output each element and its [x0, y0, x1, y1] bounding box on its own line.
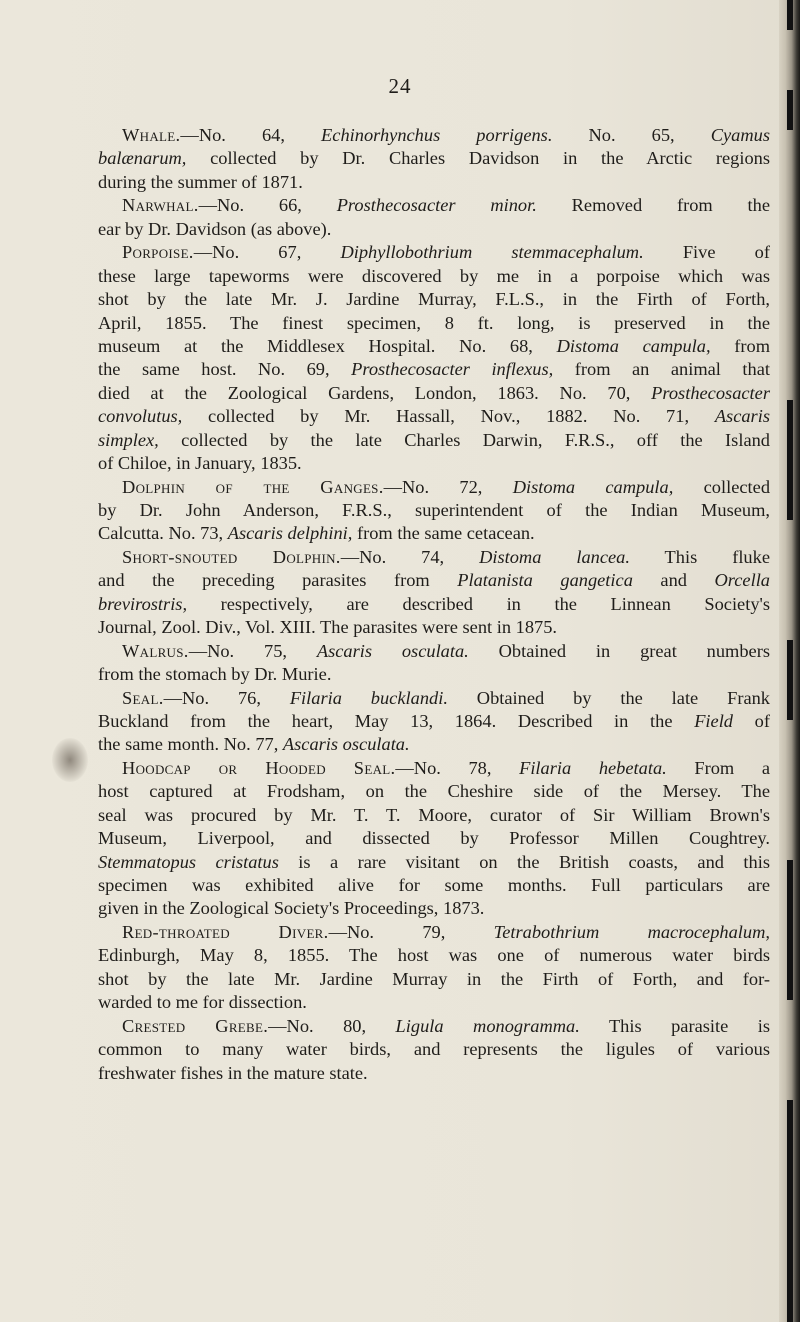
- species-name: Filaria bucklandi.: [289, 687, 448, 708]
- species-name: Distoma campula,: [556, 335, 711, 356]
- text-line: [98, 874, 770, 897]
- text-line: [98, 241, 770, 264]
- text-span: Edinburgh, May 8, 1855. The host was one of numerous water birds: [98, 945, 770, 966]
- text-span: from the stomach by Dr. Murie.: [98, 664, 332, 685]
- text-line: [98, 194, 770, 217]
- text-line: [98, 335, 770, 358]
- species-name: Ligula monogramma.: [395, 1015, 580, 1036]
- text-line: [98, 569, 770, 592]
- scan-edge-mark: [787, 1100, 793, 1322]
- species-name: Prosthecosacter: [651, 382, 770, 403]
- text-span: Obtained in great numbers: [468, 640, 771, 661]
- text-span: seal was procured by Mr. T. T. Moore, curator of Sir William Brown's: [98, 804, 770, 825]
- text-span: freshwater fishes in the mature state.: [98, 1062, 368, 1083]
- text-span: Museum, Liverpool, and dissected by Professor Millen Coughtrey.: [98, 828, 770, 849]
- text-span: respectively, are described in the Linnean Society's: [187, 593, 770, 614]
- text-line: [98, 640, 770, 663]
- text-span: ear by Dr. Davidson (as above).: [98, 218, 332, 239]
- entry-heading: Hoodcap or Hooded Seal.: [122, 757, 396, 778]
- scan-edge-mark: [787, 860, 793, 1000]
- text-line: [98, 358, 770, 381]
- text-line: [98, 288, 770, 311]
- entry-heading: Whale.: [122, 125, 181, 145]
- text-span: museum at the Middlesex Hospital. No. 68,: [98, 335, 557, 356]
- species-name: convolutus,: [98, 406, 183, 427]
- scan-edge-mark: [787, 640, 793, 720]
- text-line: [98, 429, 770, 452]
- species-name: Ascaris: [714, 406, 770, 427]
- species-name: Distoma lancea.: [479, 546, 630, 567]
- paper-stain: [52, 738, 88, 782]
- species-name: Prosthecosacter minor.: [336, 195, 537, 216]
- scan-edge-mark: [787, 400, 793, 520]
- text-span: died at the Zoological Gardens, London, 1863. No. 70,: [98, 382, 652, 403]
- text-line: [98, 452, 770, 475]
- text-span: of: [733, 710, 770, 731]
- species-name: Echinorhynchus porrigens.: [321, 125, 553, 145]
- text-span: during the summer of 1871.: [98, 171, 303, 192]
- text-line: [98, 827, 770, 850]
- text-span: given in the Zoological Society's Proceedings, 1873.: [98, 898, 485, 919]
- text-span: Obtained by the late Frank: [447, 687, 770, 708]
- text-span: warded to me for dissection.: [98, 992, 307, 1013]
- text-line: [98, 147, 770, 170]
- species-name: Cyamus: [710, 125, 771, 145]
- text-span: Journal, Zool. Div., Vol. XIII. The parasites were sent in 1875.: [98, 617, 558, 638]
- text-span: collected: [673, 476, 771, 497]
- text-span: April, 1855. The finest specimen, 8 ft. long, is preserved in the: [98, 312, 770, 333]
- species-name: balænarum,: [98, 148, 187, 169]
- text-span: —No. 72,: [383, 476, 513, 497]
- species-name: Platanista gangetica: [457, 570, 633, 591]
- text-span: —No. 67,: [193, 242, 341, 263]
- text-span: shot by the late Mr. Jardine Murray in the Firth of Forth, and for-: [98, 968, 770, 989]
- text-line: [98, 851, 770, 874]
- text-line: [98, 780, 770, 803]
- text-line: [98, 921, 770, 944]
- text-span: collected by Mr. Hassall, Nov., 1882. No. 71,: [182, 406, 715, 427]
- text-line: [98, 804, 770, 827]
- text-line: [98, 593, 770, 616]
- species-name: Stemmatopus cristatus: [98, 851, 279, 872]
- text-span: from the same cetacean.: [352, 523, 535, 544]
- text-span: Removed from the: [536, 195, 770, 216]
- text-span: the same month. No. 77,: [98, 734, 283, 755]
- text-span: —No. 80,: [268, 1015, 396, 1036]
- entry-heading: Red-throated Diver.: [122, 921, 329, 942]
- text-span: from an animal that: [553, 359, 770, 380]
- entry-heading: Seal.: [122, 687, 164, 708]
- entry-heading: Short-snouted Dolphin.: [122, 546, 341, 567]
- text-span: This parasite is: [579, 1015, 771, 1036]
- text-span: collected by Dr. Charles Davidson in the Arctic regions: [186, 148, 770, 169]
- text-line: [98, 382, 770, 405]
- text-line: [98, 944, 770, 967]
- text-line: [98, 710, 770, 733]
- text-span: —No. 75,: [188, 640, 317, 661]
- text-span: these large tapeworms were discovered by me in a porpoise which was: [98, 265, 770, 286]
- text-span: —No. 74,: [340, 546, 480, 567]
- text-line: [98, 757, 770, 780]
- entry-heading: Narwhal.: [122, 195, 199, 216]
- text-span: shot by the late Mr. J. Jardine Murray, F.L.S., in the Firth of Forth,: [98, 289, 770, 310]
- text-span: host captured at Frodsham, on the Cheshire side of the Mersey. The: [98, 781, 770, 802]
- body-text: [98, 124, 770, 1085]
- text-line: [98, 968, 770, 991]
- page-number: 24: [388, 74, 412, 98]
- text-span: —No. 66,: [198, 195, 337, 216]
- text-line: [98, 1038, 770, 1061]
- text-span: and the preceding parasites from: [98, 570, 458, 591]
- species-name: Tetrabothrium macrocephalum,: [493, 921, 770, 942]
- text-line: [98, 687, 770, 710]
- text-span: common to many water birds, and represents the ligules of various: [98, 1039, 770, 1060]
- text-line: [98, 1062, 770, 1085]
- text-line: [98, 499, 770, 522]
- text-line: [98, 546, 770, 569]
- entry-heading: Crested Grebe.: [122, 1015, 269, 1036]
- species-name: Ascaris osculata.: [282, 734, 410, 755]
- scan-edge-mark: [787, 0, 793, 30]
- text-span: —No. 64,: [180, 125, 322, 145]
- text-span: —No. 76,: [163, 687, 290, 708]
- text-span: by Dr. John Anderson, F.R.S., superintendent of the Indian Museum,: [98, 500, 770, 520]
- entry-heading: Dolphin of the Ganges.: [122, 476, 384, 497]
- text-line: [98, 991, 770, 1014]
- text-span: —No. 78,: [395, 757, 520, 778]
- species-name: Ascaris osculata.: [316, 640, 469, 661]
- text-line: [98, 733, 770, 756]
- species-name: Orcella: [714, 570, 770, 591]
- species-name: Filaria hebetata.: [519, 757, 667, 778]
- text-span: No. 65,: [552, 125, 711, 145]
- text-span: This fluke: [629, 546, 770, 567]
- text-line: [98, 312, 770, 335]
- text-span: specimen was exhibited alive for some months. Full particulars are: [98, 875, 770, 895]
- species-name: Ascaris delphini,: [227, 523, 353, 544]
- species-name: Field: [694, 710, 733, 731]
- text-span: is a rare visitant on the British coasts, and this: [278, 851, 770, 872]
- text-line: [98, 897, 770, 920]
- text-span: —No. 79,: [328, 921, 494, 942]
- text-line: [98, 265, 770, 288]
- text-line: [98, 522, 770, 545]
- text-line: [98, 616, 770, 639]
- text-line: [98, 218, 770, 241]
- text-span: of Chiloe, in January, 1835.: [98, 453, 302, 474]
- species-name: brevirostris,: [98, 593, 188, 614]
- species-name: simplex,: [98, 429, 159, 450]
- text-span: Calcutta. No. 73,: [98, 523, 228, 544]
- text-span: and: [632, 570, 715, 591]
- text-line: [98, 663, 770, 686]
- text-span: Five of: [643, 242, 770, 263]
- species-name: Prosthecosacter inflexus,: [351, 359, 554, 380]
- text-line: [98, 171, 770, 194]
- text-line: [98, 1015, 770, 1038]
- text-span: the same host. No. 69,: [98, 359, 352, 380]
- entry-heading: Porpoise.: [122, 242, 194, 263]
- species-name: Diphyllobothrium stemmacephalum.: [340, 242, 644, 263]
- text-line: [98, 476, 770, 499]
- species-name: Distoma campula,: [512, 476, 674, 497]
- text-line: [98, 124, 770, 147]
- text-line: [98, 405, 770, 428]
- text-span: From a: [666, 757, 770, 778]
- text-span: from: [710, 335, 770, 356]
- entry-heading: Walrus.: [122, 640, 189, 661]
- text-span: collected by the late Charles Darwin, F.R.S., off the Island: [158, 429, 770, 450]
- text-span: Buckland from the heart, May 13, 1864. Described in the: [98, 710, 695, 731]
